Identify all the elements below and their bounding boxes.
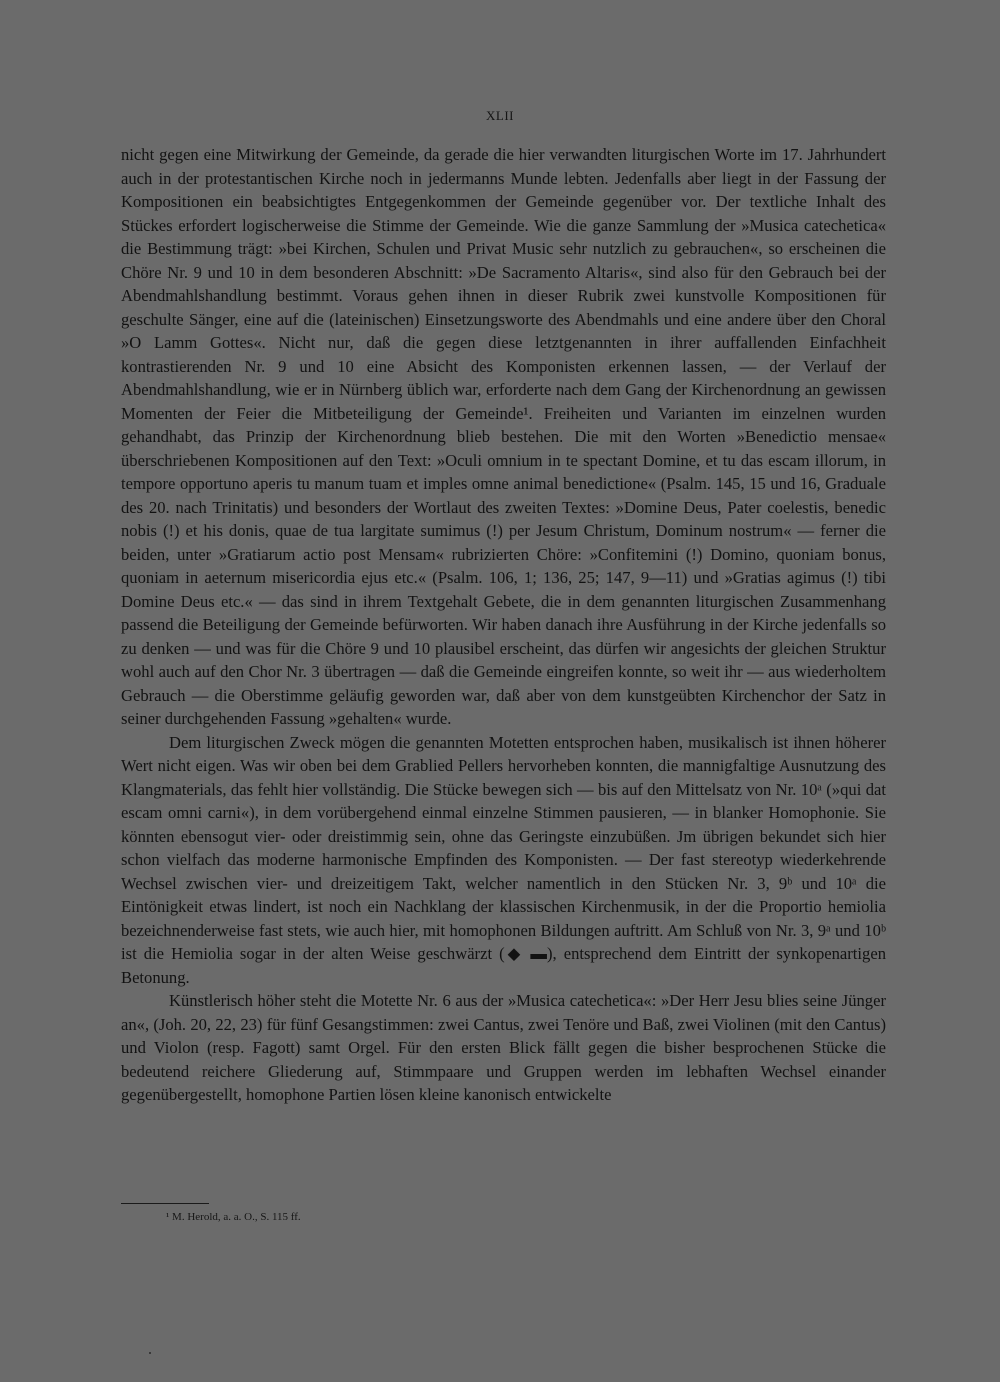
paragraph-1: nicht gegen eine Mitwirkung der Gemeinde, da gerade die hier verwandten liturgischen Worte im 17. Jahrhundert auch in der protestantischen Kirche noch in jedermanns Munde lebten. Jedenfalls aber liegt in der Fassung der Kompositionen ein beabsichtigtes Entgegenkommen der Gemeinde gegenüber vor. Der textliche Inhalt des Stückes erfordert logischerweise die Stimme der Gemeinde. Wie die ganze Sammlung der »Musica catechetica« die Bestimmung trägt: »bei Kirchen, Schulen und Privat Music sehr nutzlich zu gebrauchen«, so erscheinen die Chöre Nr. 9 und 10 in dem besonderen Abschnitt: »De Sacramento Altaris«, sind also für den Gebrauch bei der Abendmahlshandlung bestimmt. Voraus gehen ihnen in dieser Rubrik zwei kunstvolle Kompositionen für geschulte Sänger, eine auf die (lateinischen) Einsetzungsworte des Abendmahls und eine andere über den Choral »O Lamm Gottes«. Nicht nur, daß die gegen diese letztgenannten in ihrer auffallenden Einfachheit kontrastierenden Nr. 9 und 10 eine Absicht des Komponisten erkennen lassen, — der Verlauf der Abendmahlshandlung, wie er in Nürnberg üblich war, erforderte nach dem Gang der Kirchenordnung an gewissen Momenten der Feier die Mitbeteiligung der Gemeinde¹. Freiheiten und Varianten im einzelnen wurden gehandhabt, das Prinzip der Kirchenordnung blieb bestehen. Die mit den Worten »Benedictio mensae« überschriebenen Kompositionen auf den Text: »Oculi omnium in te spectant Domine, et tu das escam illorum, in tempore opportuno aperis tu manum tuam et imples omne animal benedictione« (Psalm. 145, 15 und 16, Graduale des 20. nach Trinitatis) und besonders der Wortlaut des zweiten Textes: »Domine Deus, Pater coelestis, benedic nobis (!) et his donis, quae de tua largitate sumimus (!) per Jesum Christum, Dominum nostrum« — ferner die beiden, unter »Gratiarum actio post Mensam« rubrizierten Chöre: »Confitemini (!) Domino, quoniam bonus, quoniam in aeternum misericordia ejus etc.« (Psalm. 106, 1; 136, 25; 147, 9—11) und »Gratias agimus (!) tibi Domine Deus etc.« — das sind in ihrem Textgehalt Gebete, die in dem genannten liturgischen Zusammenhang passend die Beteiligung der Gemeinde befürworten. Wir haben danach ihre Ausführung in der Kirche jedenfalls so zu denken — und was für die Chöre 9 und 10 plausibel erscheint, das dürfen wir angesichts der gleichen Struktur wohl auch auf den Chor Nr. 3 übertragen — daß die Gemeinde eingreifen konnte, so weit ihr — aus wiederholtem Gebrauch — die Oberstimme geläufig geworden war, daß aber von dem kunstgeübten Kirchenchor der Satz in seiner durchgehenden Fassung »gehalten« wurde. bbox=[121, 145, 886, 728]
footnote-rule bbox=[121, 1203, 209, 1204]
footnote: ¹ M. Herold, a. a. O., S. 115 ff. bbox=[166, 1211, 301, 1223]
paragraph-3: Künstlerisch höher steht die Motette Nr. 6 aus der »Musica catechetica«: »Der Herr Jesu blies seine Jünger an«, (Joh. 20, 22, 23) für fünf Gesangstimmen: zwei Cantus, zwei Tenöre und Baß, zwei Violinen (mit den Cantus) und Violon (resp. Fagott) samt Orgel. Für den ersten Blick fällt gegen die bisher besprochenen Stücke die bedeutend reichere Gliederung auf, Stimmpaare und Gruppen werden im lebhaften Wechsel einander gegenübergestellt, homophone Partien lösen kleine kanonisch entwickelte bbox=[121, 991, 886, 1104]
paragraph-2: Dem liturgischen Zweck mögen die genannten Motetten entsprochen haben, musikalisch ist ihnen höherer Wert nicht eigen. Was wir oben bei dem Grablied Pellers hervorheben konnten, die mannigfaltige Ausnutzung des Klangmaterials, das fehlt hier vollständig. Die Stücke bewegen sich — bis auf den Mittelsatz von Nr. 10ᵃ (»qui dat escam omni carni«), in dem vorübergehend einmal einzelne Stimmen pausieren, — in blanker Homophonie. Sie könnten ebensogut vier- oder dreistimmig sein, ohne das Geringste einzubüßen. Jm übrigen bekundet sich hier schon vielfach das moderne harmonische Empfinden des Komponisten. — Der fast stereotyp wiederkehrende Wechsel zwischen vier- und dreizeitigem Takt, welcher namentlich in den Stücken Nr. 3, 9ᵇ und 10ᵃ die Eintönigkeit etwas lindert, ist noch ein Nachklang der klassischen Kirchenmusik, in der die Proportio hemiolia bezeichnenderweise fast stets, wie auch hier, mit homophonen Bildungen auftritt. Am Schluß von Nr. 3, 9ᵃ und 10ᵇ ist die Hemiolia sogar in der alten Weise geschwärzt (◆ ▬), entsprechend dem Eintritt der synkopenartigen Betonung. bbox=[121, 732, 886, 987]
scan-speck bbox=[149, 1352, 151, 1354]
page-number: XLII bbox=[486, 108, 514, 123]
body-text bbox=[121, 143, 886, 1107]
